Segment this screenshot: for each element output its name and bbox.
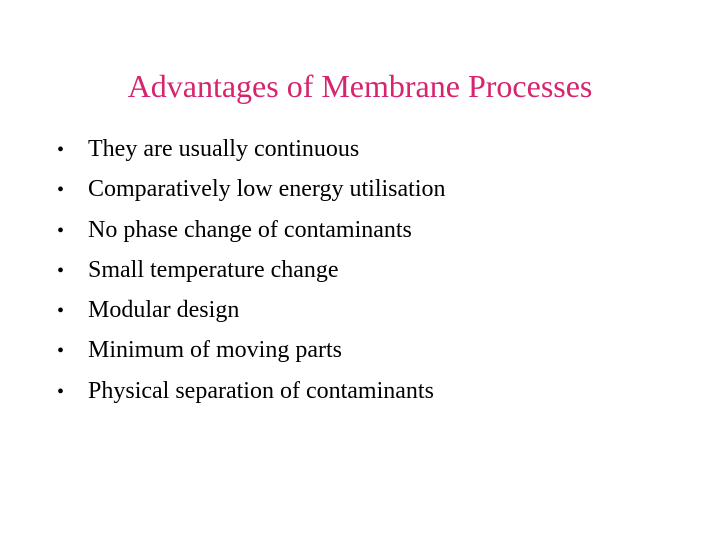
bullet-item (57, 250, 446, 290)
bullet-item (57, 169, 446, 209)
bullet-icon: • (57, 340, 65, 363)
bullet-item (57, 210, 446, 250)
bullet-list (57, 129, 446, 411)
bullet-item (57, 290, 446, 330)
bullet-text: Physical separation of contaminants (88, 377, 434, 404)
bullet-text: Comparatively low energy utilisation (88, 176, 446, 203)
bullet-icon: • (57, 139, 65, 161)
bullet-item (57, 330, 446, 370)
bullet-text: Modular design (88, 297, 240, 324)
slide-title: Advantages of Membrane Processes (127, 68, 593, 104)
bullet-item (57, 129, 446, 169)
bullet-icon: • (57, 179, 65, 202)
bullet-item (57, 371, 446, 411)
bullet-text: No phase change of contaminants (88, 216, 412, 243)
bullet-text: They are usually continuous (88, 136, 360, 162)
bullet-icon: • (57, 219, 65, 242)
bullet-icon: • (57, 300, 65, 323)
bullet-icon: • (57, 259, 65, 282)
bullet-icon: • (57, 380, 65, 403)
bullet-text: Small temperature change (88, 256, 339, 283)
bullet-text: Minimum of moving parts (88, 337, 342, 364)
